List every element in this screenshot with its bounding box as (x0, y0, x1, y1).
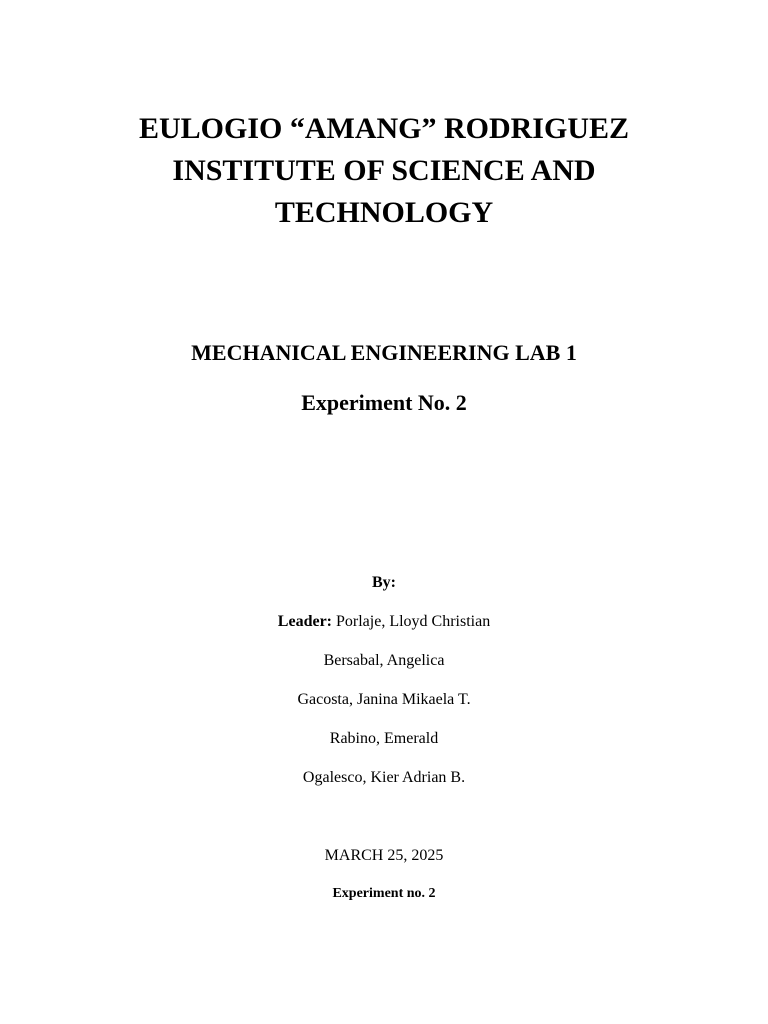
member-name: Gacosta, Janina Mikaela T. (297, 691, 471, 708)
institution-name (0, 108, 768, 234)
by-label: By: (372, 574, 396, 591)
experiment-title: Experiment No. 2 (301, 390, 467, 415)
member-name: Bersabal, Angelica (323, 652, 445, 669)
leader-name: Porlaje, Lloyd Christian (336, 613, 491, 630)
footer-experiment-label: Experiment no. 2 (332, 886, 436, 901)
leader-line (0, 612, 768, 632)
member-name: Ogalesco, Kier Adrian B. (302, 769, 466, 786)
institution-line-3: TECHNOLOGY (274, 196, 494, 229)
member-name: Rabino, Emerald (329, 730, 439, 747)
submission-date: MARCH 25, 2025 (324, 847, 444, 864)
institution-line-1: EULOGIO “AMANG” RODRIGUEZ (138, 112, 630, 145)
course-title: MECHANICAL ENGINEERING LAB 1 (191, 340, 577, 365)
institution-line-2: INSTITUTE OF SCIENCE AND (172, 154, 596, 187)
leader-label: Leader: (277, 613, 332, 630)
